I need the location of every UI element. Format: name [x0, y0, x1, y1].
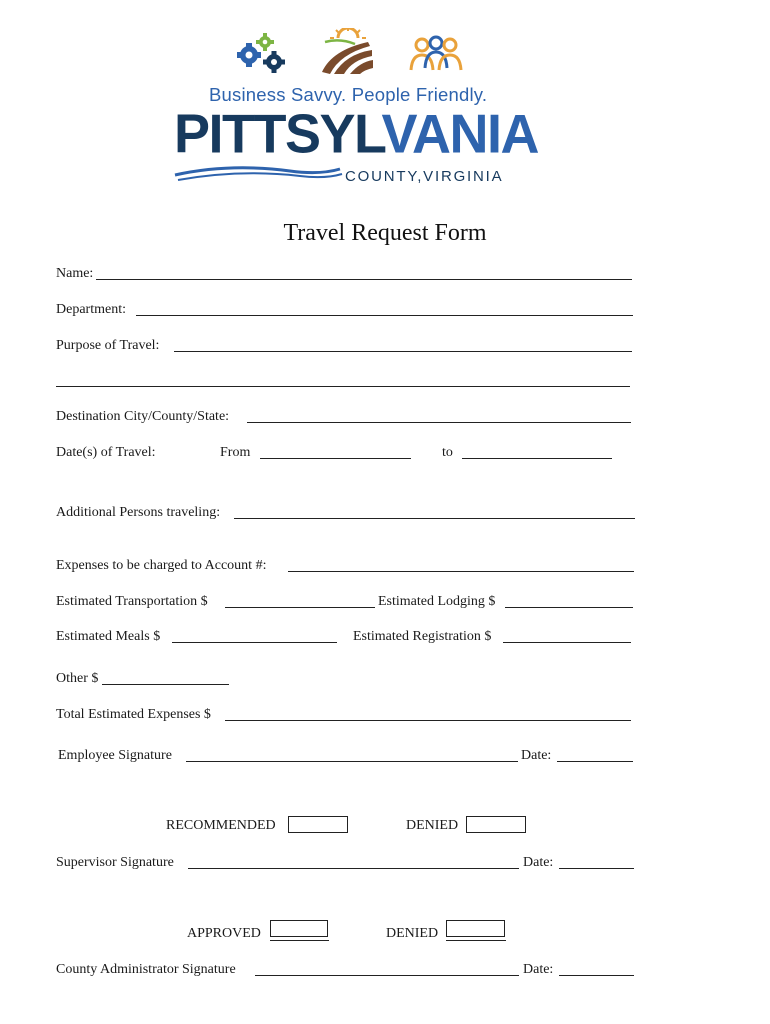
other-field[interactable]	[102, 684, 229, 685]
registration-label: Estimated Registration $	[353, 629, 492, 644]
total-label: Total Estimated Expenses $	[56, 707, 211, 722]
employee-date-field[interactable]	[557, 761, 633, 762]
administrator-date-label: Date:	[523, 962, 554, 977]
approved-underline	[270, 940, 329, 941]
employee-signature-label: Employee Signature	[58, 748, 172, 763]
to-date-field[interactable]	[462, 458, 612, 459]
to-label: to	[442, 445, 453, 460]
purpose-field[interactable]	[174, 351, 632, 352]
administrator-signature-label: County Administrator Signature	[56, 962, 236, 977]
denied-label-2: DENIED	[386, 926, 439, 941]
account-label: Expenses to be charged to Account #:	[56, 558, 267, 573]
logo-brand-name	[174, 102, 538, 165]
wave-swoosh	[170, 163, 370, 193]
supervisor-signature-label: Supervisor Signature	[56, 855, 174, 870]
transportation-label: Estimated Transportation $	[56, 594, 208, 609]
employee-signature-field[interactable]	[186, 761, 518, 762]
additional-persons-label: Additional Persons traveling:	[56, 505, 221, 520]
logo-tagline: Business Savvy. People Friendly.	[209, 84, 488, 105]
dates-label: Date(s) of Travel:	[56, 445, 156, 460]
account-field[interactable]	[288, 571, 634, 572]
brand-part-blue: VANIA	[381, 103, 539, 165]
denied-underline	[446, 940, 506, 941]
gears-icon	[237, 33, 285, 73]
destination-label: Destination City/County/State:	[56, 409, 230, 424]
brand-part-navy: PITTSYL	[174, 103, 382, 165]
form-title: Travel Request Form	[283, 220, 487, 246]
purpose-label: Purpose of Travel:	[56, 338, 160, 353]
people-icon	[411, 37, 461, 70]
name-field[interactable]	[96, 279, 632, 280]
registration-field[interactable]	[503, 642, 631, 643]
destination-field[interactable]	[247, 422, 631, 423]
supervisor-date-field[interactable]	[559, 868, 634, 869]
department-field[interactable]	[136, 315, 633, 316]
supervisor-signature-field[interactable]	[188, 868, 519, 869]
transportation-field[interactable]	[225, 607, 375, 608]
logo-county-text: COUNTY,VIRGINIA	[345, 168, 504, 185]
employee-date-label: Date:	[521, 748, 552, 763]
denied-label-1: DENIED	[406, 818, 459, 833]
department-label: Department:	[56, 302, 126, 317]
from-label: From	[220, 445, 251, 460]
additional-persons-field[interactable]	[234, 518, 635, 519]
other-label: Other $	[56, 671, 99, 686]
farm-field-sunrise-icon	[322, 28, 373, 74]
purpose-field-line2[interactable]	[56, 386, 630, 387]
name-label: Name:	[56, 266, 94, 281]
denied-checkbox-2[interactable]	[446, 920, 505, 937]
total-field[interactable]	[225, 720, 631, 721]
supervisor-date-label: Date:	[523, 855, 554, 870]
denied-checkbox-1[interactable]	[466, 816, 526, 833]
administrator-date-field[interactable]	[559, 975, 634, 976]
approved-checkbox[interactable]	[270, 920, 328, 937]
lodging-field[interactable]	[505, 607, 633, 608]
recommended-checkbox[interactable]	[288, 816, 348, 833]
administrator-signature-field[interactable]	[255, 975, 519, 976]
meals-field[interactable]	[172, 642, 337, 643]
from-date-field[interactable]	[260, 458, 411, 459]
approved-label: APPROVED	[187, 926, 261, 941]
logo-icons	[170, 28, 530, 88]
recommended-label: RECOMMENDED	[166, 818, 276, 833]
lodging-label: Estimated Lodging $	[378, 594, 496, 609]
meals-label: Estimated Meals $	[56, 629, 161, 644]
